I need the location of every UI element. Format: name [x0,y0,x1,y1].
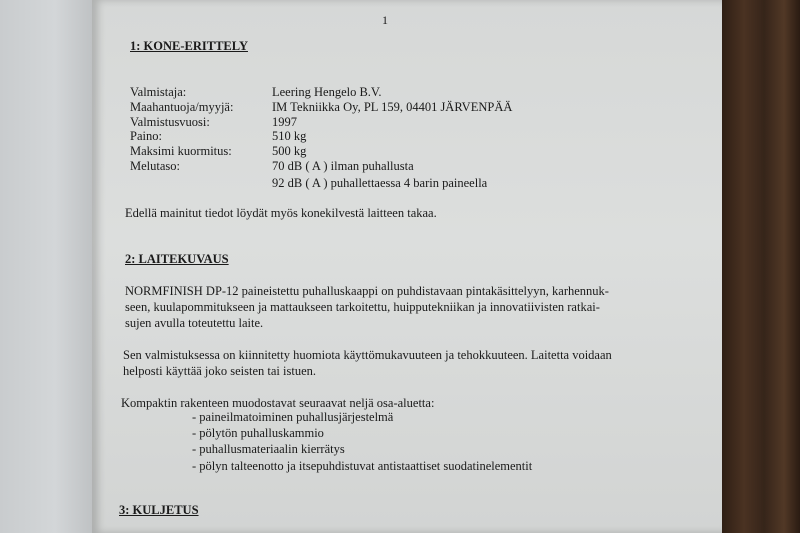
list-item: - pölytön puhalluskammio [192,426,324,440]
paragraph-line: helposti käyttää joko seisten tai istuen. [123,364,317,378]
section3-heading: 3: KULJETUS [119,503,199,517]
spec-label: Maksimi kuormitus: [130,144,232,158]
spec-value: 500 kg [272,144,307,158]
spec-value: IM Tekniikka Oy, PL 159, 04401 JÄRVENPÄÄ [272,100,513,114]
page-number: 1 [382,13,388,27]
section1-heading: 1: KONE-ERITTELY [130,39,248,53]
section2-heading: 2: LAITEKUVAUS [125,252,229,266]
spec-label: Melutaso: [130,159,180,173]
wooden-table-background [720,0,800,533]
list-item: - paineilmatoiminen puhallusjärjestelmä [192,410,394,424]
paragraph-line: NORMFINISH DP-12 paineistettu puhalluskaappi on puhdistavaan pintakäsittelyyn, karhennuk- [125,284,609,298]
spec-value: 70 dB ( A ) ilman puhallusta [272,159,414,173]
spec-label: Paino: [130,129,162,143]
document-page [92,0,722,533]
spec-label: Maahantuoja/myyjä: [130,100,234,114]
paragraph-line: Sen valmistuksessa on kiinnitetty huomiota käyttömukavuuteen ja tehokkuuteen. Laitetta voidaan [123,348,612,362]
list-item: - puhallusmateriaalin kierrätys [192,442,345,456]
spec-label: Valmistusvuosi: [130,115,210,129]
spec-value: 1997 [272,115,297,129]
underlying-page-edge [0,0,92,533]
spec-value: Leering Hengelo B.V. [272,85,382,99]
paragraph-line: seen, kuulapommitukseen ja mattaukseen tarkoitettu, huipputekniikan ja innovatiivisten ratkai- [125,300,600,314]
components-intro: Kompaktin rakenteen muodostavat seuraavat neljä osa-aluetta: [121,396,435,410]
spec-label: Valmistaja: [130,85,187,99]
nameplate-note: Edellä mainitut tiedot löydät myös konekilvestä laitteen takaa. [125,206,437,220]
spec-value: 510 kg [272,129,307,143]
paragraph-line: sujen avulla toteutettu laite. [125,316,264,330]
list-item: - pölyn talteenotto ja itsepuhdistuvat antistaattiset suodatinelementit [192,459,533,473]
spec-value-continued: 92 dB ( A ) puhallettaessa 4 barin paineella [272,176,488,190]
